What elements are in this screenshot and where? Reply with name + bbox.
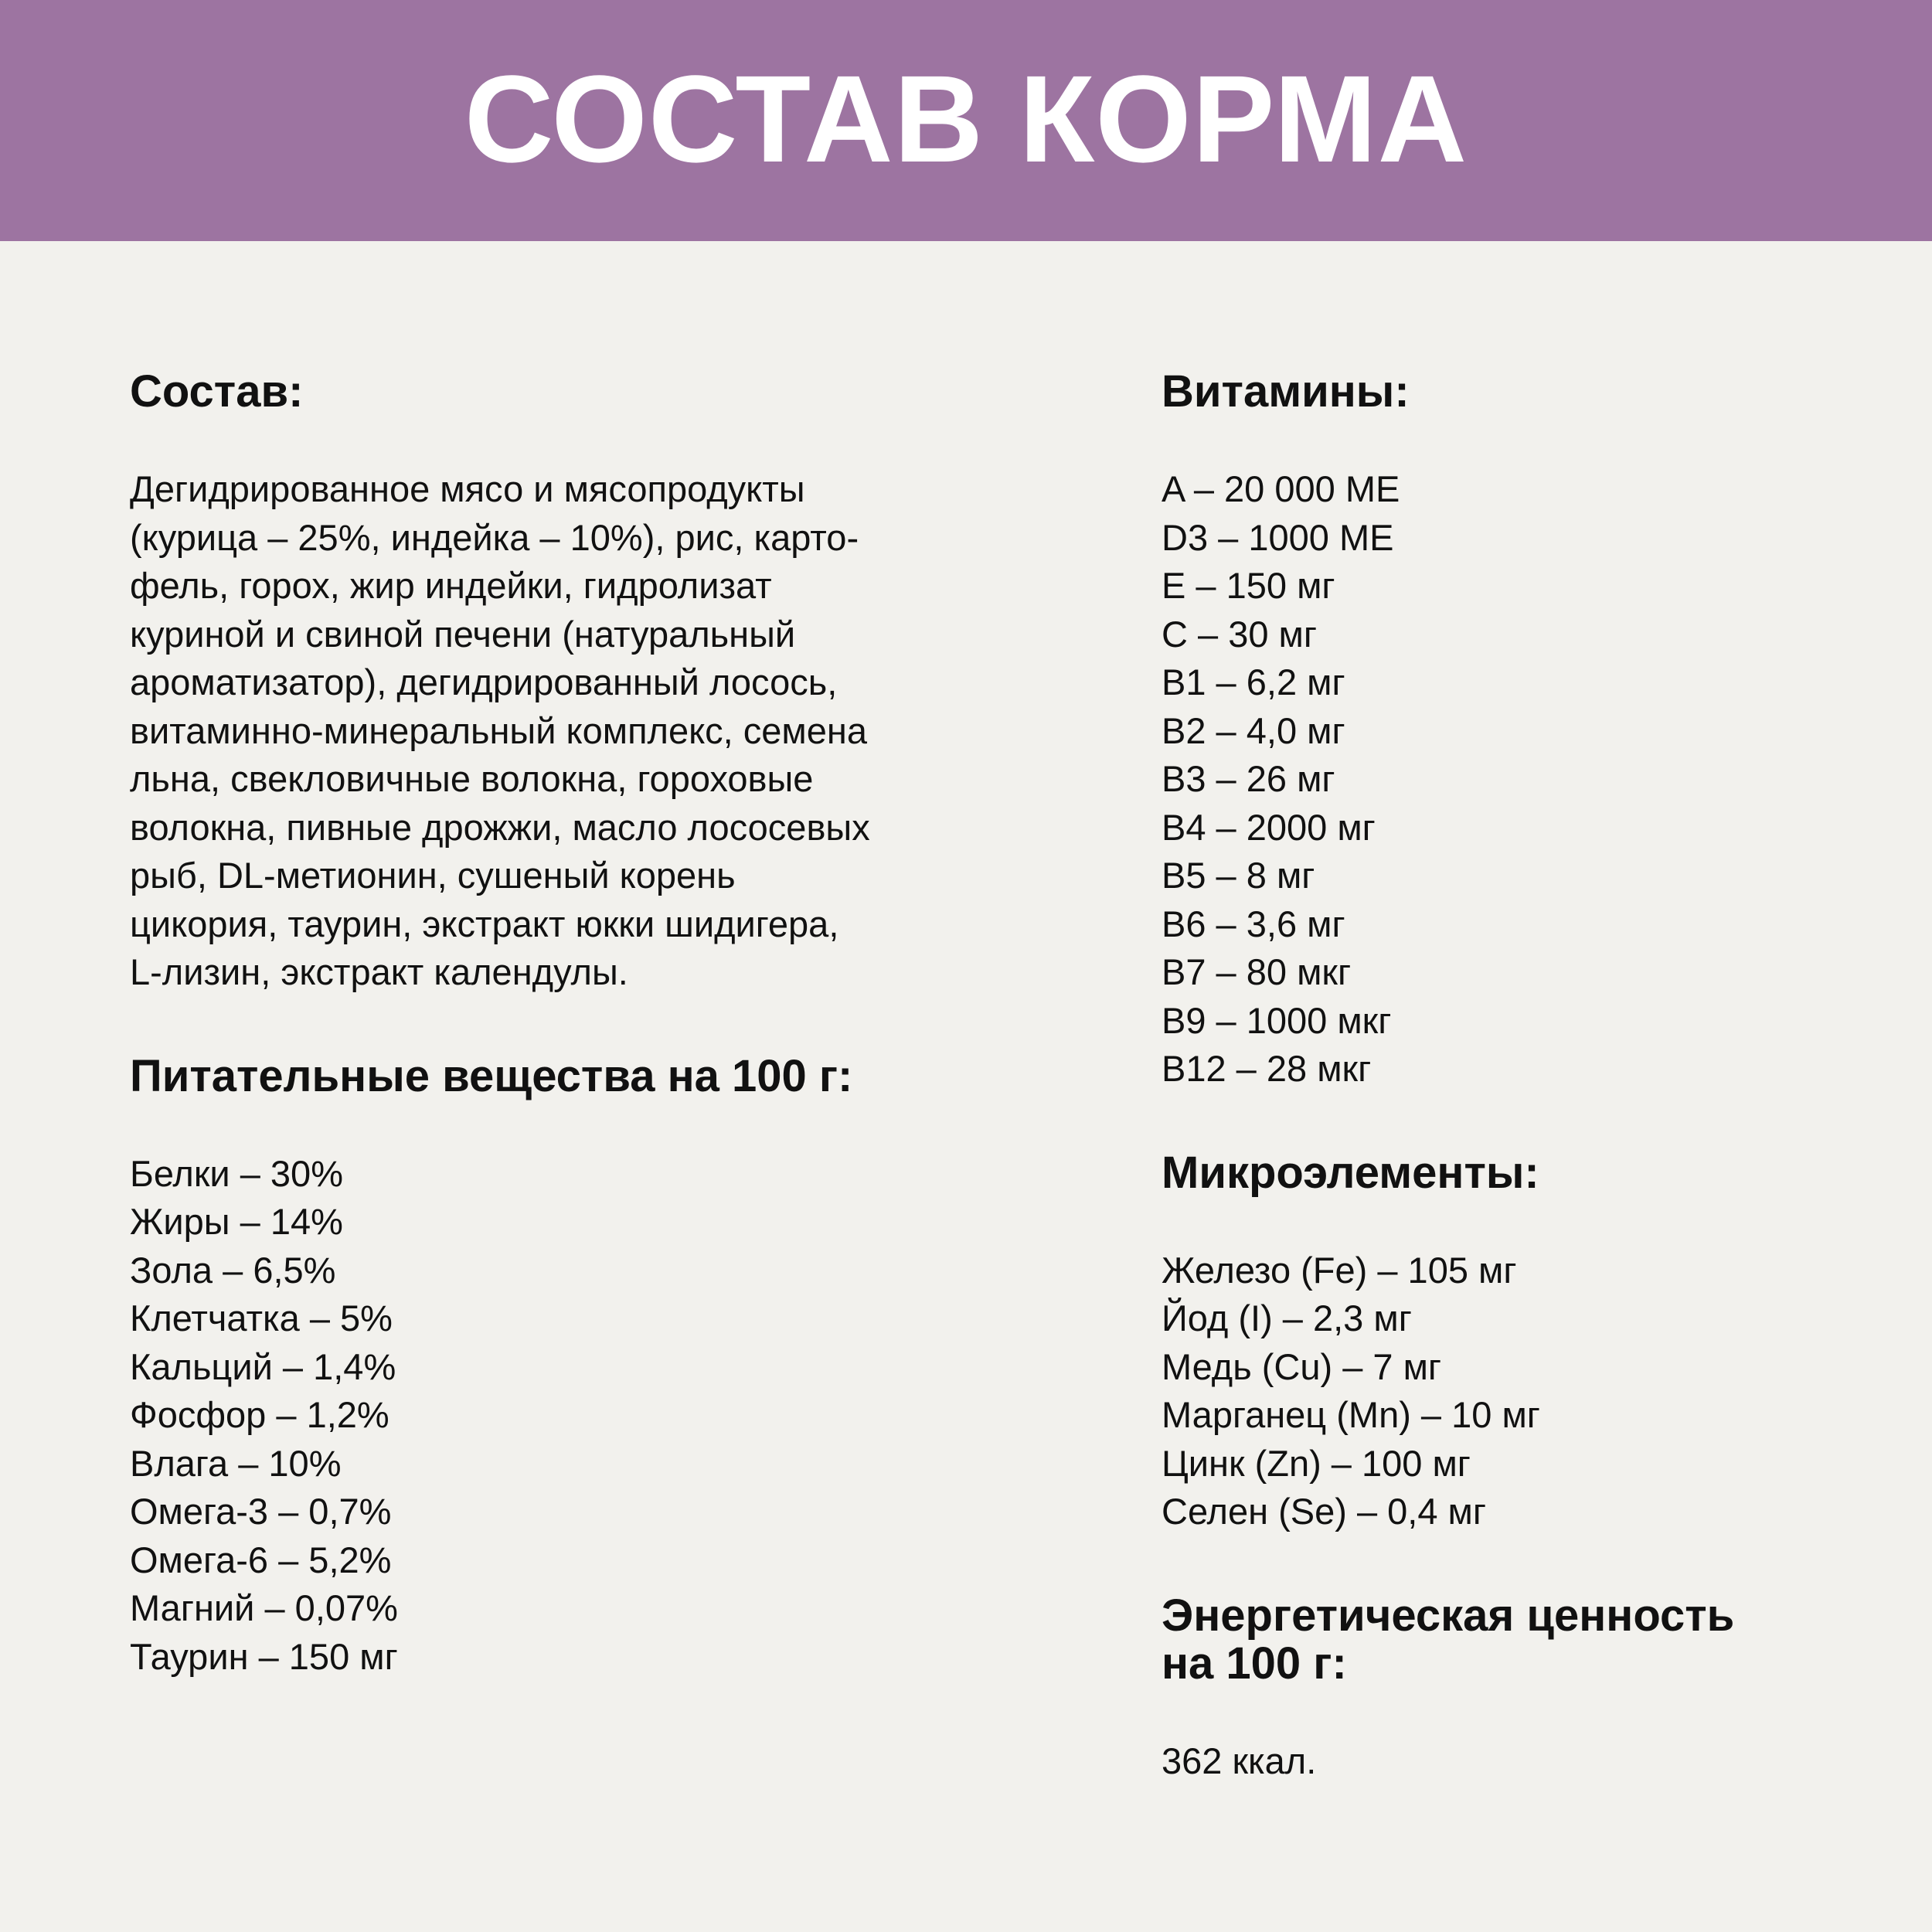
list-item: D3 – 1000 МЕ	[1162, 516, 1394, 558]
composition-line: рыб, DL-метионин, сушеный корень	[130, 855, 736, 896]
nutrients-heading: Питательные вещества на 100 г:	[130, 1050, 853, 1101]
composition-line: витаминно-минеральный комплекс, семена	[130, 709, 867, 751]
list-item: Цинк (Zn) – 100 мг	[1162, 1442, 1471, 1484]
list-item: C – 30 мг	[1162, 613, 1317, 655]
left-column	[130, 368, 1042, 1681]
microelements-list	[1162, 1247, 1857, 1536]
list-item: Селен (Se) – 0,4 мг	[1162, 1491, 1486, 1532]
list-item: Йод (I) – 2,3 мг	[1162, 1298, 1412, 1338]
list-item: B3 – 26 мг	[1162, 758, 1335, 799]
composition-line: фель, горох, жир индейки, гидролизат	[130, 565, 772, 606]
list-item: B4 – 2000 мг	[1162, 806, 1376, 848]
composition-line: Дегидрированное мясо и мясопродукты	[130, 468, 805, 509]
composition-text	[130, 465, 1042, 997]
list-item: B12 – 28 мкг	[1162, 1048, 1372, 1089]
list-item: Омега-6 – 5,2%	[130, 1539, 392, 1580]
energy-heading-line: Энергетическая ценность	[1162, 1590, 1735, 1641]
list-item: Магний – 0,07%	[130, 1587, 398, 1628]
composition-line: L-лизин, экстракт календулы.	[130, 951, 628, 992]
energy-heading	[1162, 1592, 1857, 1688]
list-item: Таурин – 150 мг	[130, 1635, 398, 1677]
composition-line: льна, свекловичные волокна, гороховые	[130, 758, 814, 799]
list-item: B6 – 3,6 мг	[1162, 903, 1345, 944]
list-item: B1 – 6,2 мг	[1162, 662, 1345, 702]
composition-line: волокна, пивные дрожжи, масло лососевых	[130, 806, 870, 848]
composition-line: цикория, таурин, экстракт юкки шидигера,	[130, 903, 839, 944]
list-item: Медь (Cu) – 7 мг	[1162, 1345, 1442, 1387]
list-item: Омега-3 – 0,7%	[130, 1491, 392, 1532]
list-item: Влага – 10%	[130, 1442, 342, 1484]
list-item: Жиры – 14%	[130, 1201, 343, 1242]
list-item: Фосфор – 1,2%	[130, 1394, 389, 1435]
nutrients-list	[130, 1150, 1042, 1682]
energy-value: 362 ккал.	[1162, 1740, 1317, 1781]
list-item: B7 – 80 мкг	[1162, 951, 1352, 992]
composition-line: ароматизатор), дегидрированный лосось,	[130, 662, 838, 702]
list-item: Клетчатка – 5%	[130, 1298, 393, 1338]
list-item: B2 – 4,0 мг	[1162, 709, 1345, 751]
energy-heading-line: на 100 г:	[1162, 1638, 1347, 1689]
composition-heading: Состав:	[130, 366, 304, 417]
header-banner	[0, 0, 1932, 241]
list-item: Марганец (Mn) – 10 мг	[1162, 1394, 1540, 1435]
list-item: A – 20 000 МЕ	[1162, 468, 1400, 509]
list-item: E – 150 мг	[1162, 565, 1335, 606]
vitamins-list	[1162, 465, 1857, 1094]
page-title: СОСТАВ КОРМА	[464, 49, 1468, 188]
vitamins-heading: Витамины:	[1162, 366, 1410, 417]
composition-line: куриной и свиной печени (натуральный	[130, 613, 796, 655]
composition-line: (курица – 25%, индейка – 10%), рис, карто-	[130, 516, 859, 558]
list-item: Белки – 30%	[130, 1152, 343, 1194]
right-column	[1162, 368, 1857, 1785]
microelements-heading: Микроэлементы:	[1162, 1147, 1539, 1198]
list-item: Железо (Fe) – 105 мг	[1162, 1249, 1517, 1291]
list-item: Кальций – 1,4%	[130, 1345, 396, 1387]
list-item: B5 – 8 мг	[1162, 855, 1315, 896]
list-item: Зола – 6,5%	[130, 1249, 336, 1291]
list-item: B9 – 1000 мкг	[1162, 999, 1392, 1041]
